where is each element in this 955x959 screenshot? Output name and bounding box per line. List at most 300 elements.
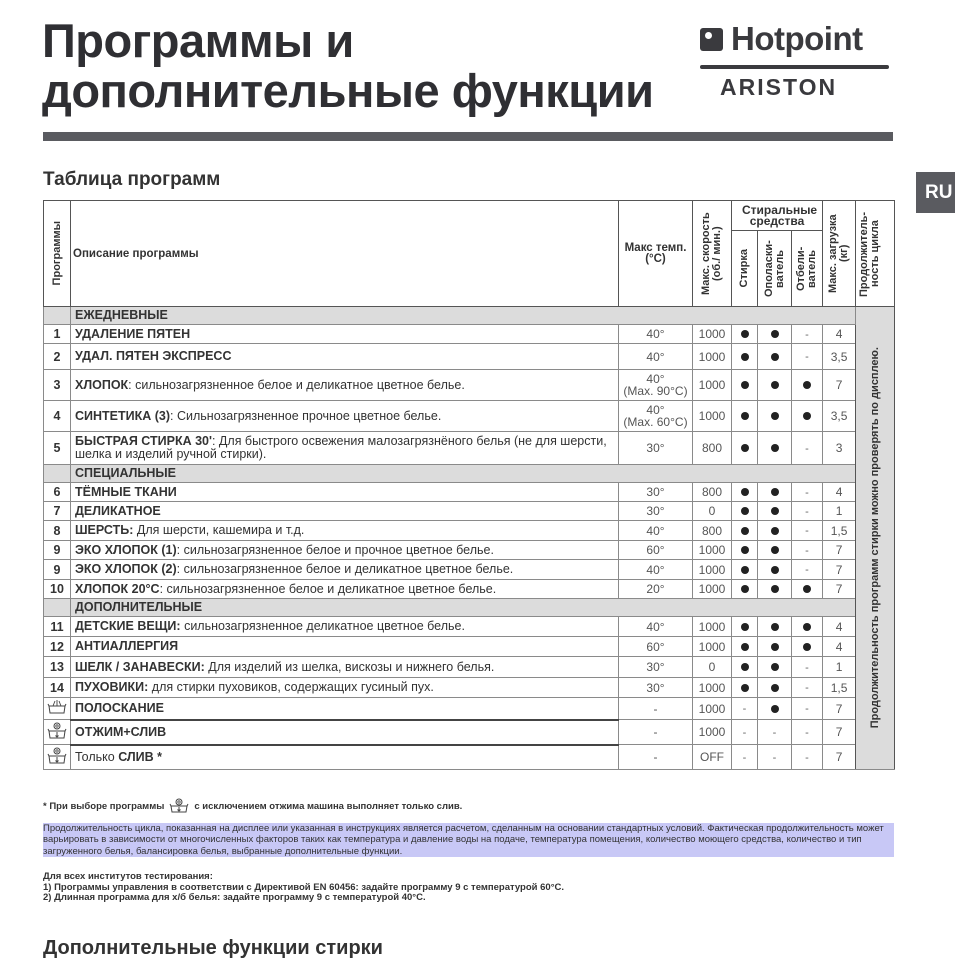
max-load-value: 7	[823, 541, 856, 560]
program-description	[71, 745, 619, 770]
testing-line-2: 2) Длинная программа для х/б белья: задайте программу 9 с температурой 40°C.	[43, 892, 426, 903]
max-load-value: 4	[823, 617, 856, 637]
program-number: 2	[44, 344, 71, 370]
bleach-mark	[792, 698, 823, 720]
program-description	[71, 580, 619, 599]
col-header-bleach: Отбели- ватель	[792, 231, 823, 307]
program-number: 7	[44, 502, 71, 521]
bleach-mark	[792, 720, 823, 745]
program-name: ПОЛОСКАНИЕ	[75, 700, 164, 715]
program-name: СИНТЕТИКА (3)	[75, 408, 171, 423]
program-description	[71, 541, 619, 560]
language-tab[interactable]: RU	[916, 172, 955, 213]
spin-drain-icon	[46, 729, 68, 743]
wash-mark	[732, 617, 758, 637]
bullet-icon	[771, 330, 779, 338]
bullet-icon	[771, 527, 779, 535]
bleach-mark	[792, 617, 823, 637]
temp-value: 40°	[646, 562, 665, 577]
dash-mark: -	[805, 703, 809, 715]
logo-sub: ARISTON	[720, 74, 838, 100]
wash-mark	[732, 325, 758, 344]
bullet-icon	[771, 705, 779, 713]
dash-mark: -	[805, 328, 809, 341]
next-section-title: Дополнительные функции стирки	[43, 937, 383, 959]
program-detail: : сильнозагрязненное белое и деликатное цветное белье.	[128, 377, 465, 392]
program-number: 8	[44, 521, 71, 541]
rinse-icon	[46, 704, 68, 718]
bleach-mark	[792, 541, 823, 560]
max-temp-value	[619, 370, 693, 401]
bullet-icon	[771, 546, 779, 554]
bullet-icon	[741, 353, 749, 361]
program-name: ШЕЛК / ЗАНАВЕСКИ:	[75, 659, 205, 674]
dash-mark: -	[805, 682, 809, 694]
max-temp-value	[619, 657, 693, 678]
program-number: 14	[44, 678, 71, 698]
program-description	[71, 698, 619, 720]
program-name: АНТИАЛЛЕРГИЯ	[75, 639, 179, 653]
dash-mark: -	[805, 751, 809, 764]
wash-mark	[732, 370, 758, 401]
max-temp-value	[619, 521, 693, 541]
bullet-icon	[771, 412, 779, 420]
program-row[interactable]	[44, 678, 895, 698]
dash-mark: -	[805, 351, 809, 363]
bullet-icon	[741, 412, 749, 420]
footnote-text-start: * При выборе программы	[43, 800, 165, 812]
dash-mark: -	[805, 544, 809, 557]
temp-value: 40°	[646, 372, 665, 386]
header-divider	[43, 132, 893, 141]
max-speed-value: 1000	[693, 401, 732, 432]
bullet-icon	[771, 566, 779, 574]
softener-mark	[758, 344, 792, 370]
bullet-icon	[741, 444, 749, 452]
bleach-mark	[792, 657, 823, 678]
max-speed-value: 0	[693, 502, 732, 521]
dash-mark: -	[772, 726, 777, 739]
brand-logo	[700, 22, 890, 102]
logo-brand: Hotpoint	[731, 20, 863, 57]
max-speed-value: OFF	[693, 745, 732, 770]
max-load-value: 4	[823, 325, 856, 344]
program-row[interactable]	[44, 720, 895, 745]
softener-mark	[758, 657, 792, 678]
program-row[interactable]	[44, 560, 895, 580]
max-speed-value: 1000	[693, 720, 732, 745]
program-name: СЛИВ	[118, 749, 154, 764]
program-description	[71, 560, 619, 580]
bullet-icon	[741, 527, 749, 535]
col-header-wash: Стирка	[732, 231, 758, 307]
max-load-value: 4	[823, 637, 856, 657]
program-description	[71, 637, 619, 657]
program-name: ШЕРСТЬ:	[75, 523, 134, 537]
max-temp-value	[619, 617, 693, 637]
wash-mark	[732, 344, 758, 370]
temp-value: 20°	[646, 582, 665, 596]
max-temp-value	[619, 344, 693, 370]
group-name: ДОПОЛНИТЕЛЬНЫЕ	[71, 599, 856, 617]
col-header-detergents: Стиральные средства	[732, 201, 823, 231]
program-row[interactable]	[44, 541, 895, 560]
col-header-max-temp	[619, 201, 693, 307]
program-icon-cell	[44, 698, 71, 720]
dash-mark: -	[805, 505, 809, 518]
group-name: ЕЖЕДНЕВНЫЕ	[71, 307, 856, 325]
max-load-value: 7	[823, 560, 856, 580]
wash-mark	[732, 432, 758, 465]
dash-mark: -	[772, 751, 777, 764]
max-load-value: 7	[823, 580, 856, 599]
page-title	[42, 16, 653, 116]
max-temp-value	[619, 432, 693, 465]
bleach-mark	[792, 502, 823, 521]
spin-drain-icon	[46, 754, 68, 768]
bullet-icon	[803, 585, 811, 593]
temp-value: 40°	[646, 403, 665, 417]
testing-line-1: 1) Программы управления в соответствии с Директивой EN 60456: задайте программу 9 с температурой 60°C.	[43, 881, 564, 893]
wash-mark	[732, 698, 758, 720]
softener-mark	[758, 521, 792, 541]
program-description	[71, 678, 619, 698]
dash-mark: -	[805, 525, 809, 537]
max-temp-value	[619, 502, 693, 521]
bullet-icon	[741, 643, 749, 651]
max-speed-value: 1000	[693, 325, 732, 344]
bullet-icon	[741, 546, 749, 554]
max-load-value: 1,5	[823, 678, 856, 698]
group-num-cell	[44, 465, 71, 483]
bullet-icon	[771, 684, 779, 692]
bullet-icon	[771, 507, 779, 515]
program-detail: сильнозагрязненное деликатное цветное белье.	[180, 619, 465, 633]
program-row[interactable]	[44, 502, 895, 521]
program-row[interactable]	[44, 637, 895, 657]
max-speed-value: 800	[693, 521, 732, 541]
program-name: УДАЛ. ПЯТЕН ЭКСПРЕСС	[75, 349, 232, 363]
program-row[interactable]	[44, 325, 895, 344]
program-description	[71, 344, 619, 370]
program-name: ОТЖИМ+СЛИВ	[75, 724, 167, 739]
program-number: 10	[44, 580, 71, 599]
program-prefix: Только	[75, 749, 119, 764]
testing-heading: Для всех институтов тестирования:	[43, 871, 213, 882]
program-description	[71, 502, 619, 521]
temp-value: 30°	[646, 680, 665, 695]
program-row[interactable]	[44, 657, 895, 678]
bullet-icon	[741, 566, 749, 574]
bleach-mark	[792, 678, 823, 698]
program-number: 11	[44, 617, 71, 637]
col-header-programs: Программы	[44, 201, 71, 307]
max-temp-value	[619, 541, 693, 560]
program-description	[71, 720, 619, 745]
bullet-icon	[771, 488, 779, 496]
program-number: 5	[44, 432, 71, 465]
bullet-icon	[741, 488, 749, 496]
softener-mark	[758, 698, 792, 720]
bullet-icon	[803, 412, 811, 420]
softener-mark	[758, 720, 792, 745]
max-speed-value: 1000	[693, 560, 732, 580]
bleach-mark	[792, 580, 823, 599]
max-speed-value: 1000	[693, 698, 732, 720]
program-name: ДЕТСКИЕ ВЕЩИ:	[75, 619, 181, 633]
max-temp-value	[619, 483, 693, 502]
temp-value: 30°	[646, 441, 665, 455]
col-header-description: Описание программы	[71, 201, 619, 307]
page-title-line1: Программы и	[42, 14, 354, 67]
bullet-icon	[741, 684, 749, 692]
max-temp-value: -	[619, 698, 693, 720]
max-temp-value	[619, 580, 693, 599]
softener-mark	[758, 401, 792, 432]
softener-mark	[758, 325, 792, 344]
logo-rule	[700, 65, 889, 69]
bleach-mark	[792, 483, 823, 502]
temp-value: 30°	[646, 485, 665, 499]
max-speed-value: 800	[693, 483, 732, 502]
wash-mark	[732, 483, 758, 502]
max-temp-value	[619, 560, 693, 580]
max-temp-value	[619, 401, 693, 432]
program-row[interactable]	[44, 580, 895, 599]
bullet-icon	[771, 353, 779, 361]
max-speed-value: 0	[693, 657, 732, 678]
softener-mark	[758, 678, 792, 698]
dash-mark: -	[742, 751, 747, 764]
temp-header-line2: (°C)	[645, 252, 666, 265]
max-speed-value: 1000	[693, 617, 732, 637]
temp-value: 60°	[646, 543, 665, 557]
program-description	[71, 521, 619, 541]
program-detail: Для изделий из шелка, вискозы и нижнего белья.	[204, 659, 495, 674]
logo-mark-icon	[700, 28, 723, 51]
spin-drain-icon	[168, 798, 190, 814]
bleach-mark	[792, 401, 823, 432]
program-number: 9	[44, 541, 71, 560]
max-speed-value: 1000	[693, 580, 732, 599]
max-load-value: 4	[823, 483, 856, 502]
max-load-value: 7	[823, 698, 856, 720]
program-detail: : сильнозагрязненное белое и прочное цветное белье.	[176, 542, 494, 557]
temp-value: 60°	[646, 639, 665, 654]
temp-max-value: (Max. 60°C)	[623, 415, 688, 429]
max-load-value: 1	[823, 502, 856, 521]
program-name: ХЛОПОК 20°C	[75, 581, 160, 596]
bullet-icon	[771, 585, 779, 593]
max-load-value: 7	[823, 370, 856, 401]
program-number: 13	[44, 657, 71, 678]
program-row[interactable]	[44, 745, 895, 770]
softener-mark	[758, 745, 792, 770]
cycle-duration-notice: Продолжительность цикла, показанная на дисплее или указанная в инструкциях является расчетом, сделанным на основании стандартных условий. Фактическая продолжительность может варьировать в зависимости от многочисленных факторов таких как температура и давление воды на подаче, температура помещения, количество моющего средства, количество и тип загруженного белья, балансировка белья, выбранные дополнительные функции.	[43, 823, 894, 857]
group-row	[44, 307, 895, 325]
max-temp-value	[619, 637, 693, 657]
bullet-icon	[741, 663, 749, 671]
col-header-softener: Ополаски- ватель	[758, 231, 792, 307]
softener-mark	[758, 580, 792, 599]
bullet-icon	[803, 623, 811, 631]
bleach-mark	[792, 344, 823, 370]
temp-value: 40°	[646, 327, 665, 341]
program-row[interactable]	[44, 617, 895, 637]
max-load-value: 7	[823, 745, 856, 770]
bullet-icon	[741, 585, 749, 593]
softener-mark	[758, 637, 792, 657]
program-detail: : Для быстрого освежения малозагрязнёного белья (не для шерсти, шелка и изделий ручной стирки).	[75, 434, 607, 461]
program-row[interactable]	[44, 698, 895, 720]
temp-value: 30°	[646, 504, 665, 518]
program-description	[71, 657, 619, 678]
dash-mark: -	[805, 564, 809, 576]
program-name: ДЕЛИКАТНОЕ	[75, 503, 161, 518]
bullet-icon	[771, 623, 779, 631]
program-name: БЫСТРАЯ СТИРКА 30'	[75, 434, 212, 448]
program-row[interactable]	[44, 432, 895, 465]
softener-mark	[758, 370, 792, 401]
max-speed-value: 1000	[693, 541, 732, 560]
program-detail: Для шерсти, кашемира и т.д.	[133, 523, 305, 537]
group-num-cell	[44, 599, 71, 617]
temp-value: 30°	[646, 660, 665, 674]
program-number: 9	[44, 560, 71, 580]
max-speed-value: 1000	[693, 344, 732, 370]
max-speed-value: 1000	[693, 678, 732, 698]
max-load-value: 3,5	[823, 401, 856, 432]
bleach-mark	[792, 637, 823, 657]
program-number: 1	[44, 325, 71, 344]
wash-mark	[732, 502, 758, 521]
dash-mark: -	[742, 703, 747, 715]
max-temp-value	[619, 325, 693, 344]
program-row[interactable]	[44, 401, 895, 432]
dash-mark: -	[805, 442, 809, 455]
max-load-value: 7	[823, 720, 856, 745]
program-name: ЭКО ХЛОПОК (1)	[75, 542, 177, 557]
wash-mark	[732, 401, 758, 432]
wash-mark	[732, 720, 758, 745]
program-name: ПУХОВИКИ:	[75, 680, 149, 694]
bullet-icon	[741, 507, 749, 515]
softener-mark	[758, 560, 792, 580]
program-name: ТЁМНЫЕ ТКАНИ	[75, 484, 177, 499]
program-suffix: *	[153, 749, 163, 764]
bleach-mark	[792, 432, 823, 465]
duration-note: Продолжительность программ стирки можно проверять по дисплею.	[869, 347, 882, 729]
group-row	[44, 599, 895, 617]
max-load-value: 1,5	[823, 521, 856, 541]
col-header-max-speed: Макс. скорость (об./ мин.)	[693, 201, 732, 307]
max-load-value: 3,5	[823, 344, 856, 370]
program-detail: : сильнозагрязненное белое и деликатное цветное белье.	[176, 562, 514, 576]
temp-max-value: (Max. 90°C)	[623, 384, 688, 398]
program-detail: для стирки пуховиков, содержащих гусиный пух.	[148, 680, 434, 694]
dash-mark: -	[742, 726, 747, 739]
bullet-icon	[771, 444, 779, 452]
wash-mark	[732, 745, 758, 770]
max-load-value: 1	[823, 657, 856, 678]
bullet-icon	[803, 643, 811, 651]
bullet-icon	[771, 663, 779, 671]
wash-mark	[732, 657, 758, 678]
program-row[interactable]	[44, 370, 895, 401]
duration-cell	[856, 307, 895, 770]
bleach-mark	[792, 560, 823, 580]
max-speed-value: 800	[693, 432, 732, 465]
col-header-max-load: Макс. загрузка (кг)	[823, 201, 856, 307]
bullet-icon	[741, 330, 749, 338]
group-row	[44, 465, 895, 483]
temp-value: 40°	[646, 523, 665, 538]
wash-mark	[732, 637, 758, 657]
program-row[interactable]	[44, 521, 895, 541]
program-row[interactable]	[44, 483, 895, 502]
temp-value: 40°	[646, 349, 665, 364]
bleach-mark	[792, 325, 823, 344]
dash-mark: -	[805, 661, 809, 674]
softener-mark	[758, 502, 792, 521]
program-name: ХЛОПОК	[75, 377, 129, 392]
testing-notes	[43, 872, 564, 904]
wash-mark	[732, 580, 758, 599]
max-temp-value: -	[619, 720, 693, 745]
bullet-icon	[771, 643, 779, 651]
program-number: 6	[44, 483, 71, 502]
page-title-line2: дополнительные функции	[42, 64, 654, 117]
group-name: СПЕЦИАЛЬНЫЕ	[71, 465, 856, 483]
wash-mark	[732, 560, 758, 580]
bleach-mark	[792, 370, 823, 401]
program-description	[71, 401, 619, 432]
bullet-icon	[771, 381, 779, 389]
group-num-cell	[44, 307, 71, 325]
softener-mark	[758, 432, 792, 465]
wash-mark	[732, 541, 758, 560]
bullet-icon	[803, 381, 811, 389]
drain-footnote	[43, 798, 462, 814]
max-speed-value: 1000	[693, 637, 732, 657]
section-title: Таблица программ	[43, 169, 221, 190]
softener-mark	[758, 541, 792, 560]
dash-mark: -	[805, 726, 809, 739]
program-number: 12	[44, 637, 71, 657]
program-description	[71, 370, 619, 401]
program-detail: : Сильнозагрязненное прочное цветное белье.	[170, 408, 442, 423]
program-row[interactable]	[44, 344, 895, 370]
bullet-icon	[741, 623, 749, 631]
program-icon-cell	[44, 720, 71, 745]
bleach-mark	[792, 745, 823, 770]
program-description	[71, 483, 619, 502]
programs-table	[43, 200, 894, 770]
program-number: 4	[44, 401, 71, 432]
program-detail: : сильнозагрязненное белое и деликатное цветное белье.	[159, 581, 497, 596]
program-number: 3	[44, 370, 71, 401]
temp-header-line1: Макс темп.	[624, 241, 687, 254]
softener-mark	[758, 617, 792, 637]
program-description	[71, 432, 619, 465]
max-load-value: 3	[823, 432, 856, 465]
wash-mark	[732, 678, 758, 698]
wash-mark	[732, 521, 758, 541]
program-description	[71, 617, 619, 637]
bleach-mark	[792, 521, 823, 541]
bullet-icon	[741, 381, 749, 389]
temp-value: 40°	[646, 619, 665, 634]
